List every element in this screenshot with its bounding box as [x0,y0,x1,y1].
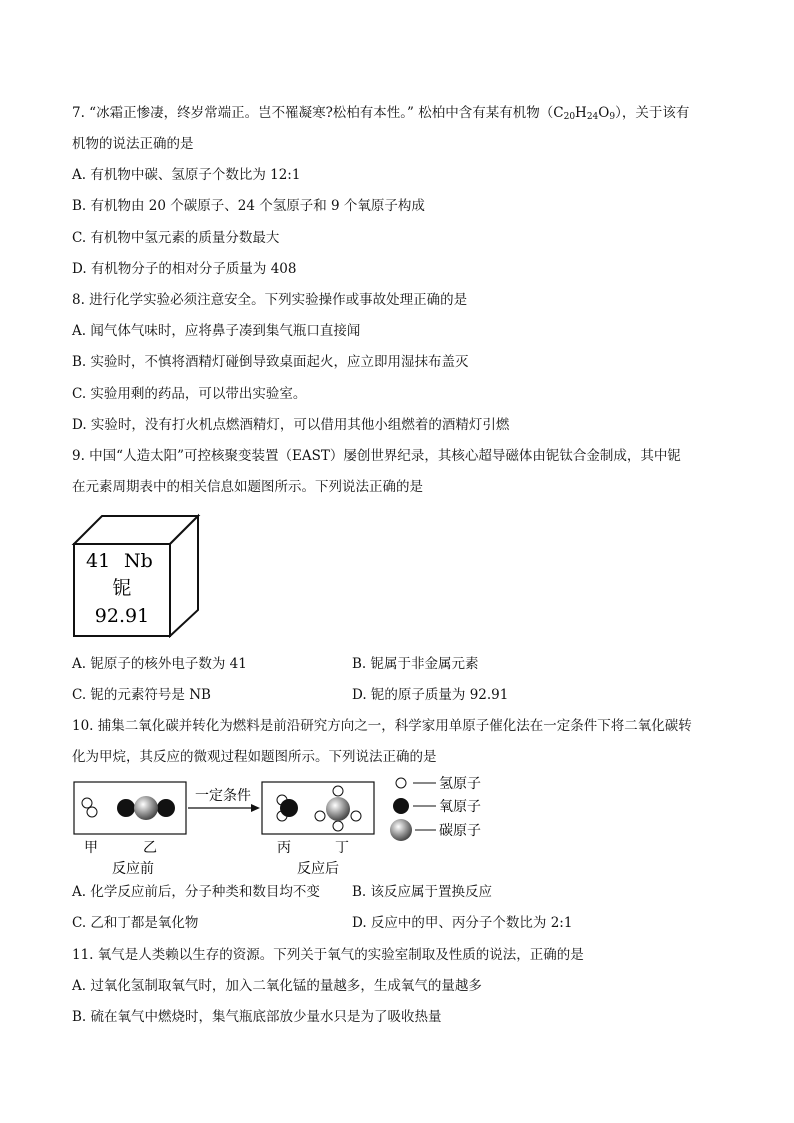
carbon-atom [326,797,350,821]
oxygen-atom [157,799,175,817]
q10-stem-line2: 化为甲烷，其反应的微观过程如题图所示。下列说法正确的是 [72,749,437,765]
hydrogen-atom [351,811,361,821]
q8-option-a: A. 闻气体气味时，应将鼻子凑到集气瓶口直接闻 [72,323,361,339]
element-symbol: Nb [124,550,153,572]
element-mass: 92.91 [94,605,150,627]
q11-stem: 11. 氧气是人类赖以生存的资源。下列关于氧气的实验室制取及性质的说法，正确的是 [72,947,584,963]
q7-stem-line1: 7. “冰霜正惨凄，终岁常端正。岂不罹凝寒?松柏有本性。” 松柏中含有某有机物$(C_{20}H_{24}O_9)$，关于该有 [72,105,690,122]
q9-stem-line2: 在元素周期表中的相关信息如题图所示。下列说法正确的是 [72,479,423,495]
q7-option-d: D. 有机物分子的相对分子质量为 408 [72,261,297,277]
element-atomic-number: 41 [86,550,111,572]
q8-option-c: C. 实验用剩的药品，可以带出实验室。 [72,386,307,402]
reaction-diagram [70,770,510,878]
hydrogen-atom [87,807,97,817]
legend-oxygen-icon [393,798,409,814]
q9-option-a: A. 铌原子的核外电子数为 41 [72,656,247,672]
q8-stem: 8. 进行化学实验必须注意安全。下列实验操作或事故处理正确的是 [72,292,468,308]
legend-hydrogen-icon [396,778,406,788]
label-ding: 丁 [335,840,349,856]
q11-option-a: A. 过氧化氢制取氧气时，加入二氧化锰的量越多，生成氧气的量越多 [72,978,482,994]
q7-option-c: C. 有机物中氢元素的质量分数最大 [72,230,280,246]
element-cell-figure [70,512,202,638]
q10-option-c: C. 乙和丁都是氧化物 [72,915,199,931]
legend-hydrogen-label: 氢原子 [439,776,481,792]
q10-stem-line1: 10. 捕集二氧化碳并转化为燃料是前沿研究方向之一，科学家用单原子催化法在一定条件下将二氧化碳转 [72,718,692,734]
hydrogen-atom [333,786,343,796]
label-jia: 甲 [84,840,98,856]
q7-stem-line2: 机物的说法正确的是 [72,136,194,152]
legend-carbon-label: 碳原子 [439,823,481,839]
arrow-head-icon [251,804,260,812]
q7-option-b: B. 有机物由 20 个碳原子、24 个氢原子和 9 个氧原子构成 [72,198,425,214]
element-name: 铌 [112,577,132,599]
q10-option-a: A. 化学反应前后，分子种类和数目均不变 [72,884,320,900]
carbon-atom [134,796,158,820]
q9-option-d: D. 铌的原子质量为 92.91 [352,687,509,703]
label-yi: 乙 [143,840,157,856]
q10-option-d: D. 反应中的甲、丙分子个数比为 2:1 [352,915,573,931]
q11-option-b: B. 硫在氧气中燃烧时，集气瓶底部放少量水只是为了吸收热量 [72,1009,442,1025]
legend-oxygen-label: 氧原子 [439,799,481,815]
label-bing: 丙 [277,840,291,856]
q9-stem-line1: 9. 中国“人造太阳”可控核聚变装置（EAST）屡创世界纪录，其核心超导磁体由铌钛合金制成，其中铌 [72,448,681,464]
reaction-condition: 一定条件 [195,788,251,804]
label-after: 反应后 [297,861,339,877]
legend-carbon-icon [390,819,412,841]
label-before: 反应前 [112,861,154,877]
q10-option-b: B. 该反应属于置换反应 [352,884,493,900]
oxygen-atom [117,799,135,817]
q9-option-b: B. 铌属于非金属元素 [352,656,479,672]
after-reaction-box [262,782,374,834]
q8-option-d: D. 实验时，没有打火机点燃酒精灯，可以借用其他小组燃着的酒精灯引燃 [72,417,510,433]
hydrogen-atom [333,821,343,831]
q9-option-c: C. 铌的元素符号是 NB [72,687,211,703]
q8-option-b: B. 实验时，不慎将酒精灯碰倒导致桌面起火，应立即用湿抹布盖灭 [72,354,469,370]
hydrogen-atom [82,798,92,808]
oxygen-atom [280,799,298,817]
q7-option-a: A. 有机物中碳、氢原子个数比为 12:1 [72,167,301,183]
hydrogen-atom [315,811,325,821]
